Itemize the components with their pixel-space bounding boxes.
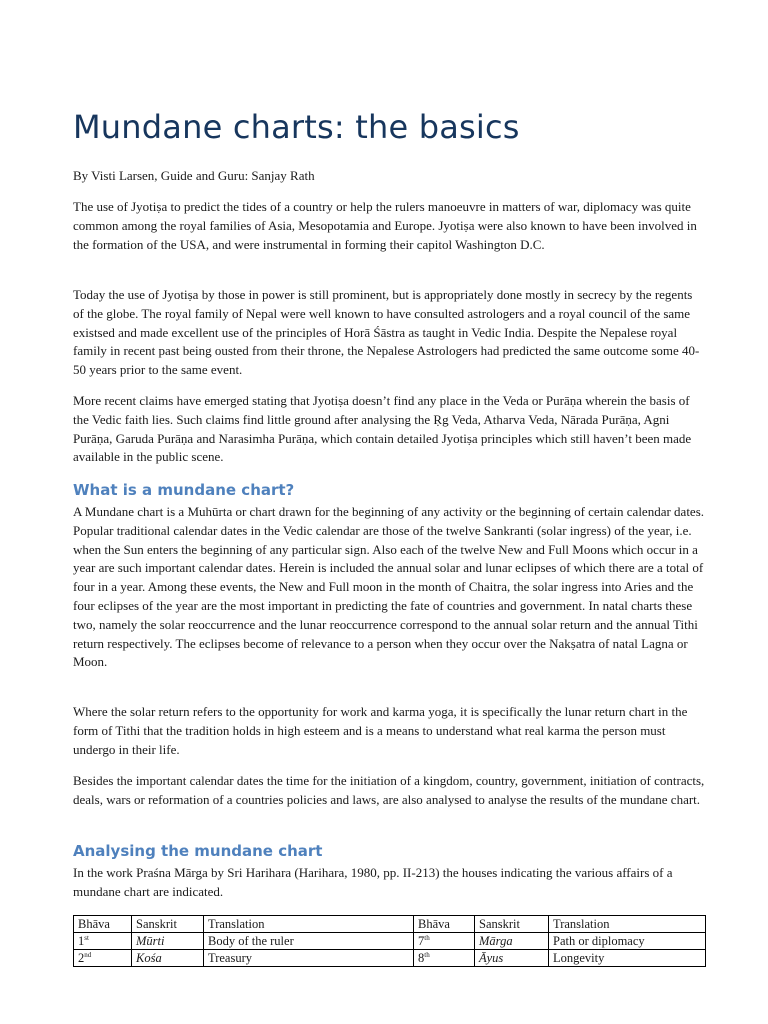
table-header-cell: Bhāva (74, 916, 132, 933)
table-header-cell: Translation (549, 916, 706, 933)
table-cell-sanskrit: Āyus (475, 950, 549, 967)
table-cell-bhava: 7th (414, 933, 475, 950)
table-header-cell: Bhāva (414, 916, 475, 933)
table-header-cell: Sanskrit (132, 916, 204, 933)
paragraph-intro-3: More recent claims have emerged stating that Jyotiṣa doesn’t find any place in the Veda or Purāṇa wherein the basis of the Vedic faith lies. Such claims find little ground after analysing the Ṛg Veda, Atharva Veda, Nārada Purāṇa, Agni Purāṇa, Garuda Purāṇa and Narasimha Purāṇa, which contain detailed Jyotiṣa principles which still haven’t been made available in the public scene. (73, 393, 692, 465)
page-title: Mundane charts: the basics (73, 108, 520, 146)
byline: By Visti Larsen, Guide and Guru: Sanjay Rath (73, 168, 315, 183)
table-row (74, 950, 706, 967)
table-cell-translation: Treasury (204, 950, 414, 967)
table-cell-bhava: 1st (74, 933, 132, 950)
table-cell-bhava: 8th (414, 950, 475, 967)
paragraph-intro-2: Today the use of Jyotiṣa by those in power is still prominent, but is appropriately done mostly in secrecy by the regents of the globe. The royal family of Nepal were well known to have consulted astrologers and a royal council of the same existsed and made excellent use of the principles of Horā Śāstra as taught in Vedic India. Despite the Nepalese royal family in recent past being ousted from their throne, the Nepalese Astrologers had predicted the same outcome some 40-50 years prior to the same event. (73, 287, 700, 378)
paragraph-analysing-intro: In the work Praśna Mārga by Sri Harihara (Harihara, 1980, pp. II-213) the houses indicating the various affairs of a mundane chart are indicated. (73, 865, 673, 899)
bhava-table (73, 915, 706, 967)
table-header-row (74, 916, 706, 933)
table-header-cell: Translation (204, 916, 414, 933)
table-cell-translation: Body of the ruler (204, 933, 414, 950)
table-header-cell: Sanskrit (475, 916, 549, 933)
table-cell-translation: Path or diplomacy (549, 933, 706, 950)
section-heading-analysing: Analysing the mundane chart (73, 842, 323, 860)
paragraph-what-is-3: Besides the important calendar dates the time for the initiation of a kingdom, country, government, initiation of contracts, deals, wars or reformation of a countries policies and laws, are also analysed to analyse the results of the mundane chart. (73, 773, 705, 807)
table-cell-bhava: 2nd (74, 950, 132, 967)
section-heading-what-is: What is a mundane chart? (73, 481, 295, 499)
paragraph-what-is-2: Where the solar return refers to the opportunity for work and karma yoga, it is specifically the lunar return chart in the form of Tithi that the tradition holds in high esteem and is a means to understand what real karma the person must undergo in their life. (73, 704, 688, 757)
paragraph-what-is-1: A Mundane chart is a Muhūrta or chart drawn for the beginning of any activity or the beginning of certain calendar dates. Popular traditional calendar dates in the Vedic calendar are those of the twelve Sankranti (solar ingress) of the year, i.e. when the Sun enters the beginning of any particular sign. Also each of the twelve New and Full Moons which occur in a year are such important calendar dates. Herein is included the annual solar and lunar eclipses of which there are a total of four in a year. Among these events, the New and Full moon in the month of Chaitra, the solar ingress into Aries and the four eclipses of the year are the most important in predicting the fate of countries and government. In natal charts these two, namely the solar reoccurrence and the lunar reoccurrence correspond to the annual solar return and the annual Tithi return respectively. The eclipses become of relevance to a person when they occur over the Nakṣatra of natal Lagna or Moon. (73, 504, 705, 670)
table-cell-translation: Longevity (549, 950, 706, 967)
table-cell-sanskrit: Mūrti (132, 933, 204, 950)
table-cell-sanskrit: Mārga (475, 933, 549, 950)
table-cell-sanskrit: Kośa (132, 950, 204, 967)
table-row (74, 933, 706, 950)
paragraph-intro-1: The use of Jyotiṣa to predict the tides of a country or help the rulers manoeuvre in matters of war, diplomacy was quite common among the royal families of Asia, Mesopotamia and Europe. Jyotiṣa were also known to have been involved in the formation of the USA, and were instrumental in forming their capitol Washington D.C. (73, 199, 697, 252)
